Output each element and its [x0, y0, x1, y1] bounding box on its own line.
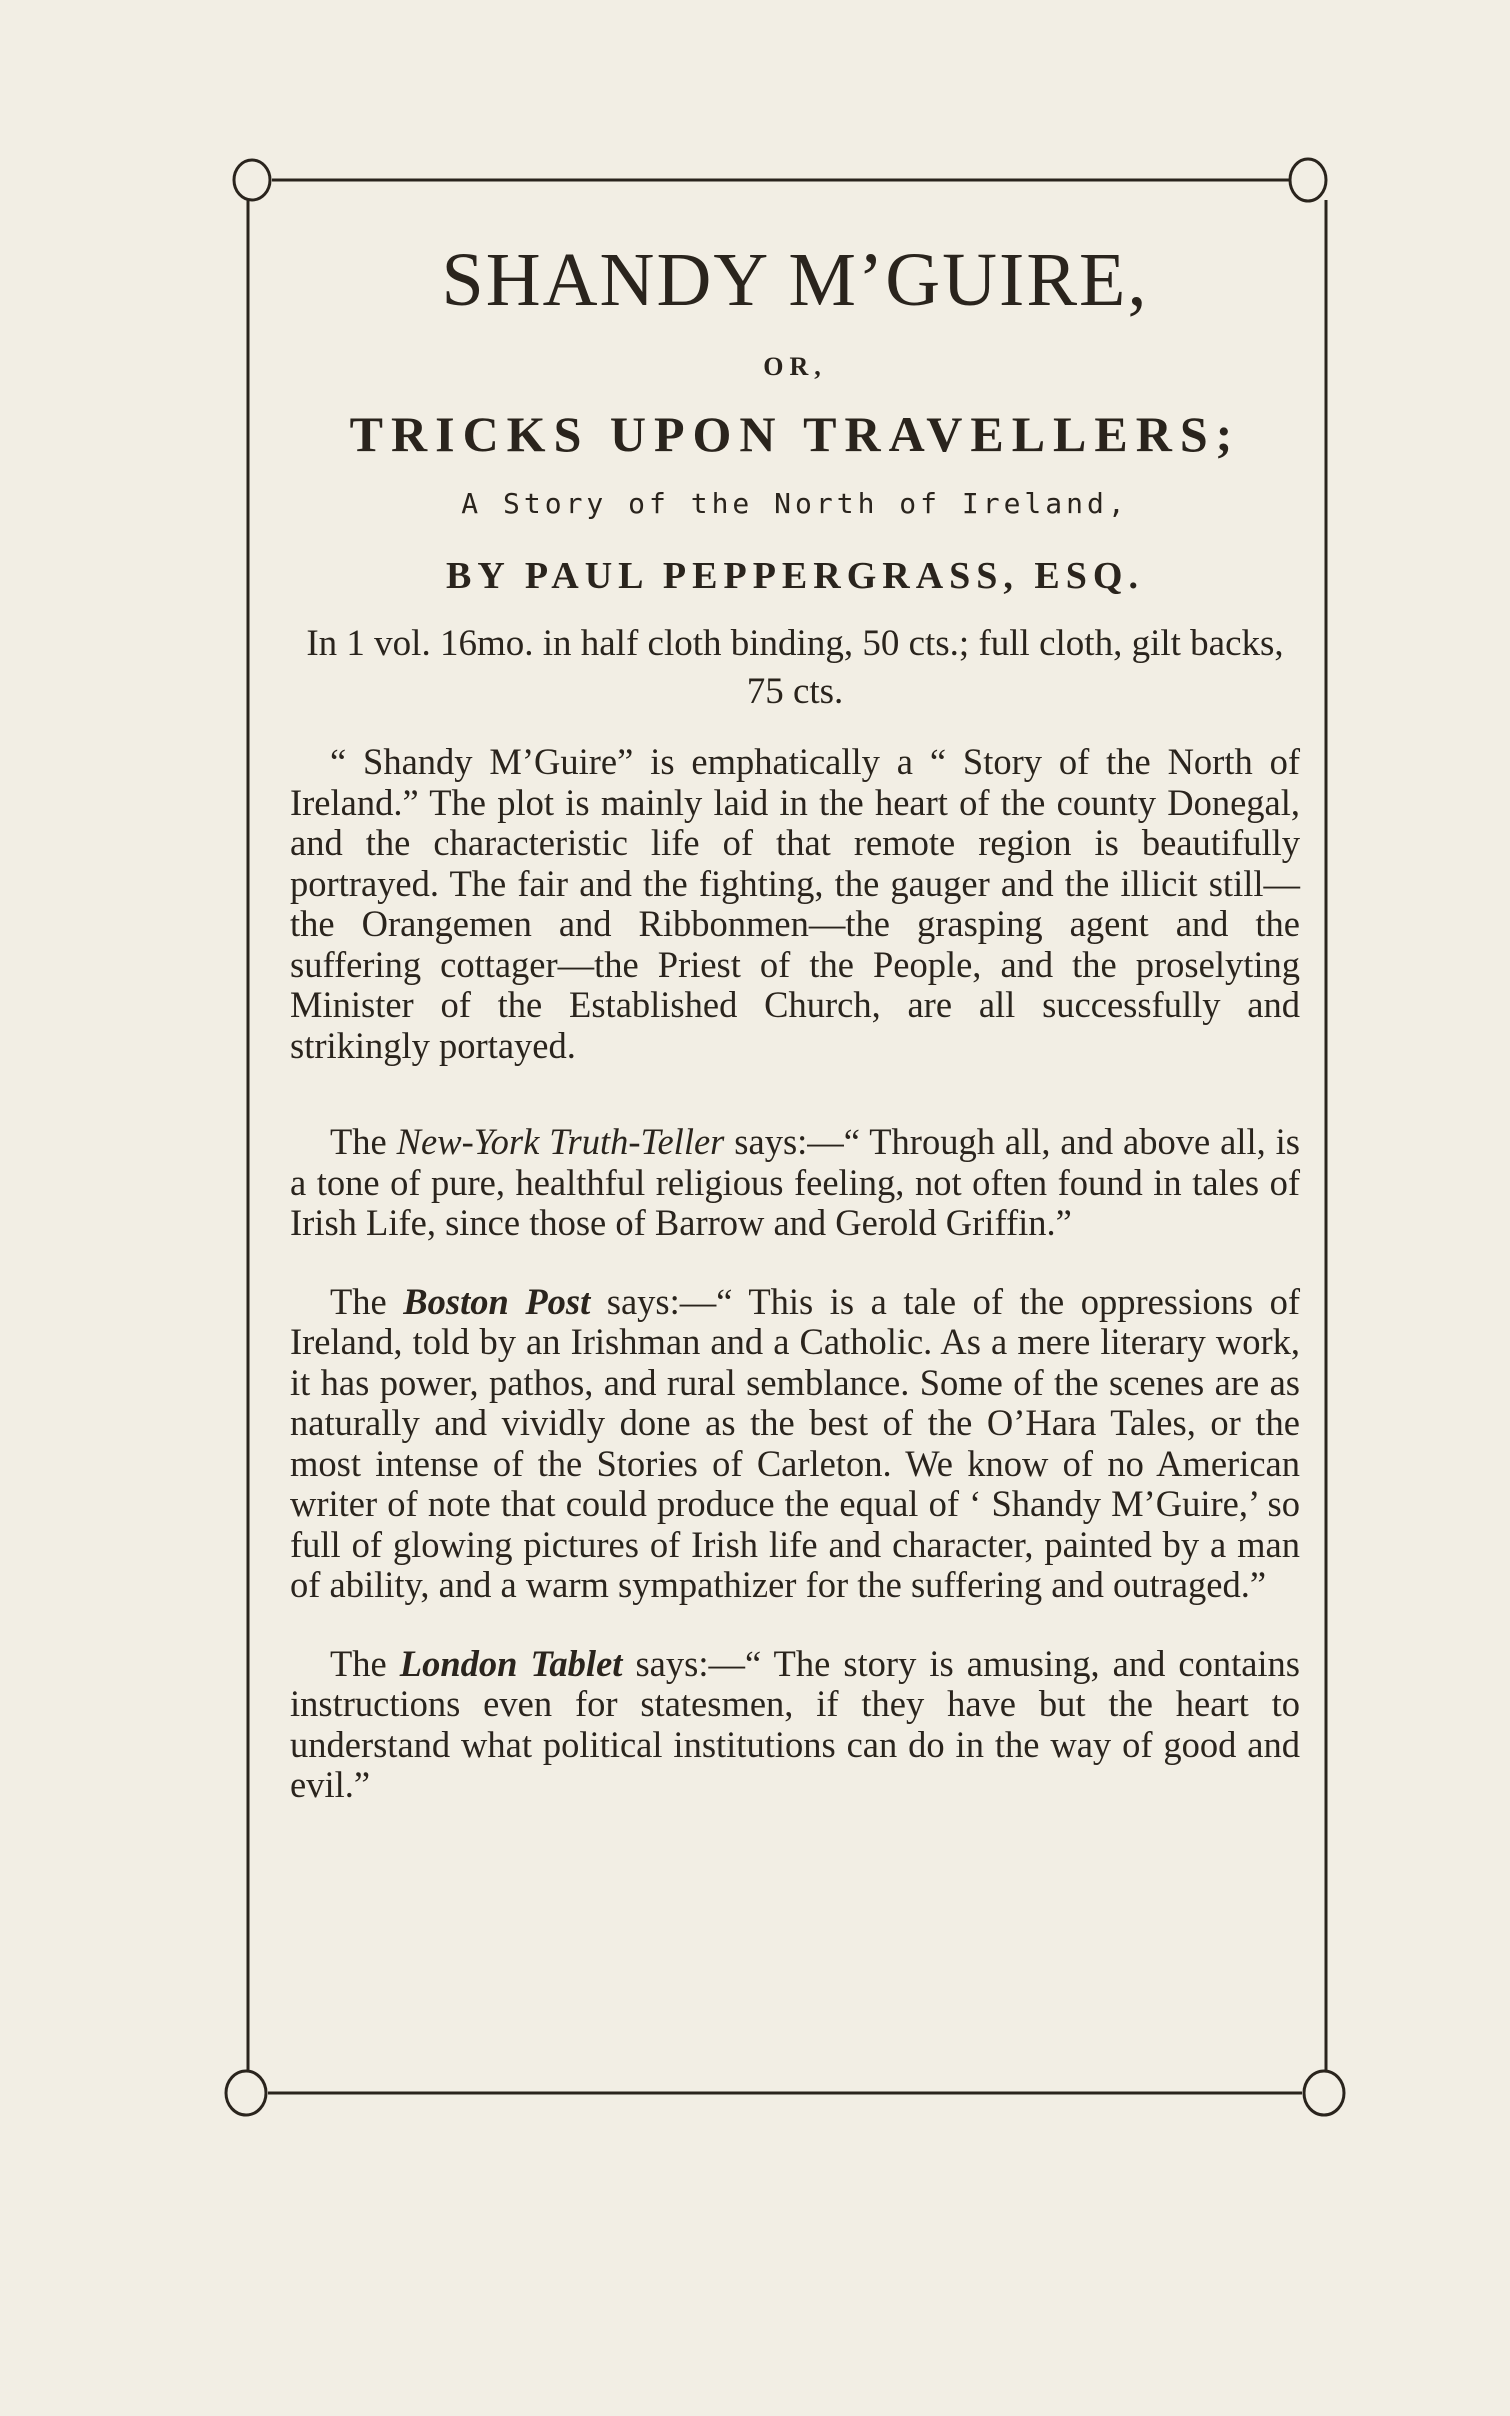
- review-source: New-York Truth-Teller: [396, 1121, 725, 1162]
- story-descriptor: A Story of the North of Ireland,: [461, 487, 1129, 520]
- review-quote: says:—“ Through all, and above all, is a tone of pure, healthful religious feeling, not often found in tales of Irish Life, since those of Barrow and Gerold Griffin.”: [290, 1121, 1300, 1243]
- review-quote: says:—“ This is a tale of the oppressions of Ireland, told by an Irishman and a Catholic. As a mere literary work, it has power, pathos, and rural semblance. Some of the scenes are as naturally and vividly done as the best of the O’Hara Tales, or the most intense of the Stories of Carleton. We know of no American writer of note that could produce the equal of ‘ Shandy M’Guire,’ so full of glowing pictures of Irish life and character, painted by a man of ability, and a warm sympathizer for the suffering and outraged.”: [290, 1280, 1300, 1605]
- corner-ring-bottom-left: [226, 2071, 266, 2115]
- review-source: Boston Post: [403, 1280, 591, 1322]
- price-line: In 1 vol. 16mo. in half cloth binding, 50 cts.; full cloth, gilt backs, 75 cts.: [306, 623, 1284, 712]
- review-source: London Tablet: [399, 1642, 623, 1684]
- title-conjunction: OR,: [763, 352, 827, 381]
- review-prefix: The: [330, 1642, 400, 1684]
- author-line: BY PAUL PEPPERGRASS, ESQ.: [446, 555, 1144, 597]
- corner-ring-top-right: [1290, 159, 1326, 201]
- review-london-tablet: [290, 1644, 1300, 1806]
- review-boston-post: [290, 1282, 1300, 1606]
- book-title: SHANDY M’GUIRE,: [441, 238, 1149, 322]
- corner-ring-bottom-right: [1304, 2071, 1344, 2115]
- review-prefix: The: [330, 1121, 397, 1162]
- review-truth-teller: [290, 1122, 1300, 1244]
- book-subtitle: TRICKS UPON TRAVELLERS;: [349, 406, 1241, 462]
- advertisement-content: [290, 230, 1300, 1806]
- review-quote: says:—“ The story is amusing, and contains instructions even for statesmen, if they have but the heart to understand what political institutions can do in the way of good and evil.”: [290, 1642, 1301, 1805]
- corner-ring-top-left: [234, 160, 270, 200]
- description-paragraph: “ Shandy M’Guire” is emphatically a “ Story of the North of Ireland.” The plot is mainly laid in the heart of the county Donegal, and the characteristic life of that remote region is beautifully portrayed. The fair and the fighting, the gauger and the illicit still—the Orangemen and Ribbonmen—the grasping agent and the suffering cottager—the Priest of the People, and the proselyting Minister of the Established Church, are all successfully and strikingly portayed.: [290, 741, 1300, 1066]
- review-prefix: The: [330, 1280, 404, 1322]
